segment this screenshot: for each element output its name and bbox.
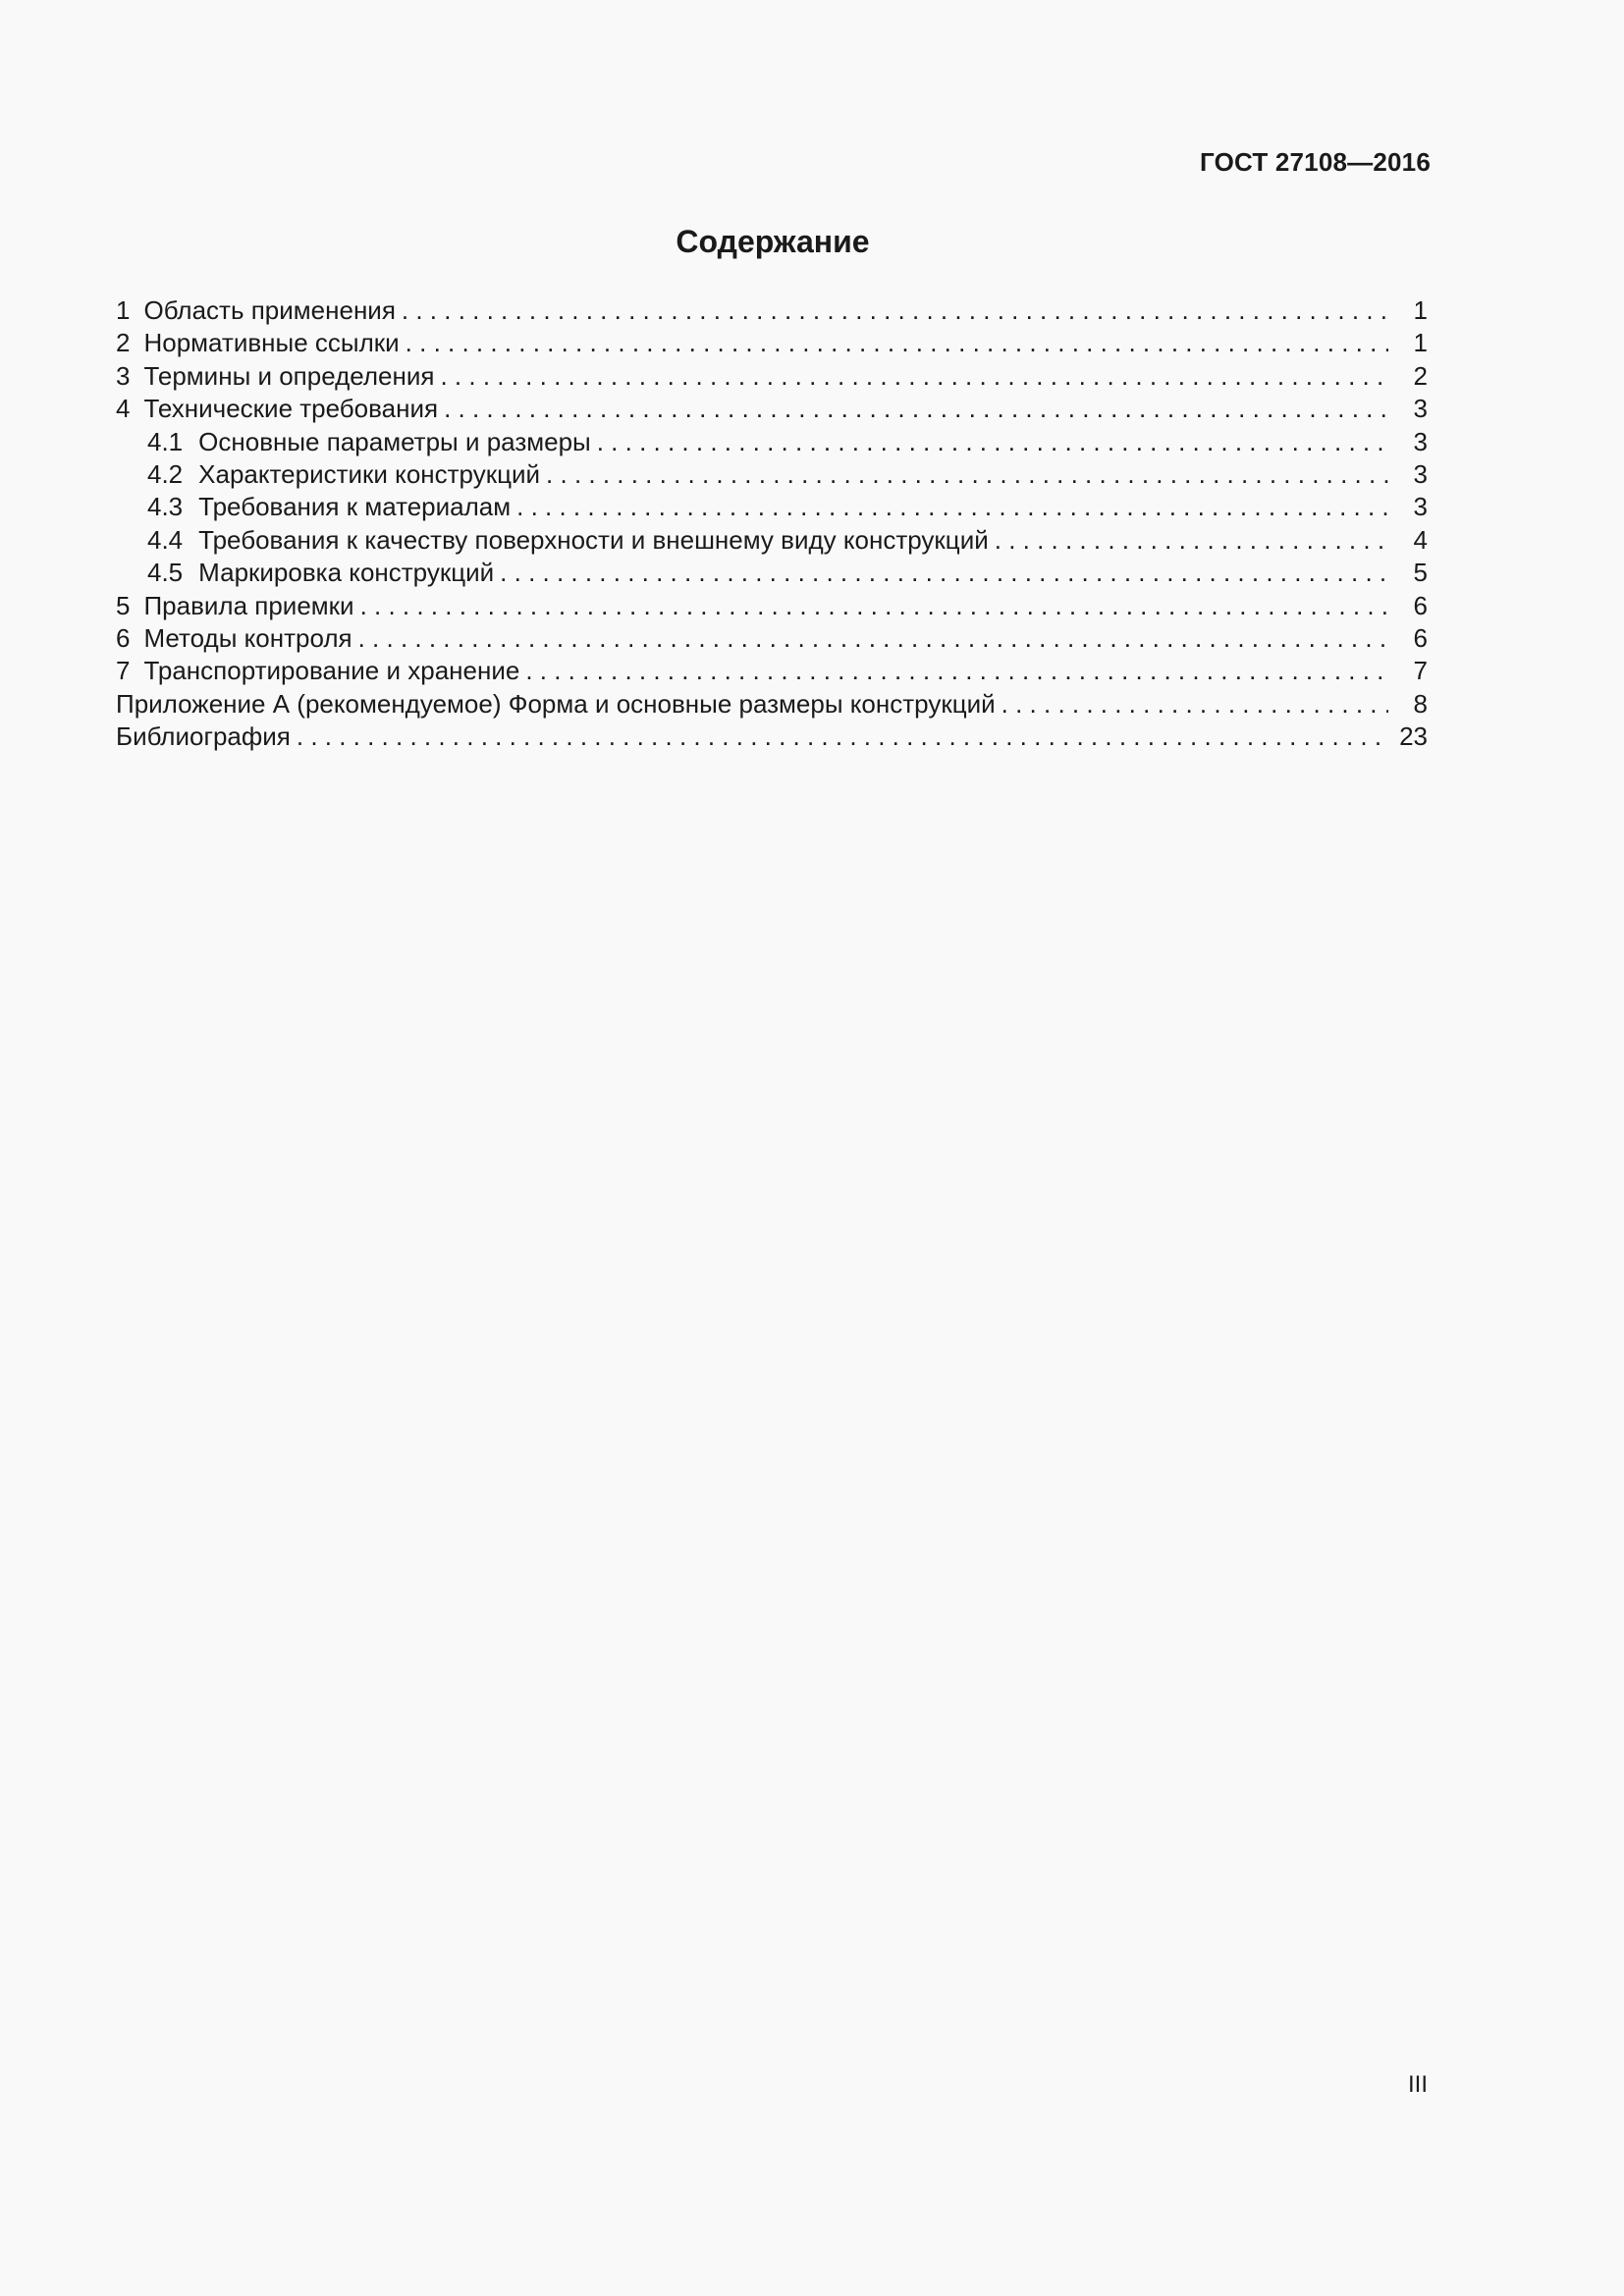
toc-subentry[interactable] (116, 557, 1428, 589)
toc-entry[interactable] (116, 655, 1428, 687)
toc-dot-leader (402, 294, 1388, 327)
toc-dot-leader (525, 655, 1388, 687)
toc-entry-title: Нормативные ссылки (143, 328, 400, 358)
toc-subentry[interactable] (116, 524, 1428, 557)
document-code: ГОСТ 27108—2016 (1200, 147, 1431, 177)
toc-entry-number: 4.4 (147, 524, 184, 555)
toc-entry-title: Требования к качеству поверхности и внешнему виду конструкций (198, 524, 989, 555)
table-of-contents (116, 294, 1428, 753)
toc-entry-page: 8 (1413, 688, 1428, 719)
toc-entry[interactable] (116, 590, 1428, 622)
toc-entry-title: Методы контроля (143, 622, 352, 653)
toc-entry-title: Основные параметры и размеры (198, 426, 591, 456)
toc-entry-number: 4.3 (147, 492, 184, 522)
toc-entry-number: 3 (116, 360, 131, 391)
toc-dot-leader (358, 622, 1388, 655)
toc-title: Содержание (676, 224, 870, 259)
toc-entry[interactable] (116, 294, 1428, 327)
toc-dot-leader (406, 327, 1388, 359)
toc-entry-title: Технические требования (143, 394, 439, 424)
toc-dot-leader (546, 458, 1388, 491)
toc-entry-page: 2 (1413, 360, 1428, 391)
toc-entry-number: 7 (116, 656, 131, 686)
toc-entry[interactable] (116, 360, 1428, 393)
toc-entry-title: Транспортирование и хранение (143, 656, 520, 686)
toc-entry-page: 3 (1413, 458, 1428, 489)
toc-entry-title: Термины и определения (143, 360, 435, 391)
page-number: III (1407, 2071, 1428, 2098)
toc-entry-page: 1 (1413, 328, 1428, 358)
toc-dot-leader (444, 393, 1388, 425)
toc-entry-page: 6 (1413, 590, 1428, 620)
toc-entry-number: 4.2 (147, 458, 184, 489)
toc-entry-number: 4.5 (147, 558, 184, 588)
toc-entry-number: 1 (116, 295, 131, 325)
toc-entry[interactable] (116, 327, 1428, 359)
toc-dot-leader (516, 491, 1388, 523)
toc-entry-page: 3 (1413, 426, 1428, 456)
toc-entry-title: Правила приемки (143, 590, 354, 620)
toc-dot-leader (360, 590, 1388, 622)
toc-subentry[interactable] (116, 491, 1428, 523)
toc-entry-title: Требования к материалам (198, 492, 512, 522)
toc-subentry[interactable] (116, 426, 1428, 458)
toc-entry[interactable] (116, 622, 1428, 655)
toc-dot-leader (1001, 688, 1388, 721)
toc-entry-title: Область применения (143, 295, 396, 325)
toc-entry-title: Маркировка конструкций (198, 558, 495, 588)
toc-entry-number: 5 (116, 590, 131, 620)
toc-entry-appendix[interactable] (116, 688, 1428, 721)
toc-entry-number: 4.1 (147, 426, 184, 456)
toc-dot-leader (440, 360, 1388, 393)
toc-dot-leader (995, 524, 1388, 557)
toc-entry-page: 7 (1413, 656, 1428, 686)
toc-dot-leader (297, 721, 1388, 753)
toc-entry-number: 2 (116, 328, 131, 358)
toc-entry-page: 4 (1413, 524, 1428, 555)
toc-entry-page: 1 (1413, 295, 1428, 325)
toc-subentry[interactable] (116, 458, 1428, 491)
toc-entry-bibliography[interactable] (116, 721, 1428, 753)
toc-dot-leader (597, 426, 1388, 458)
toc-entry-number: 4 (116, 394, 131, 424)
toc-entry-page: 3 (1413, 492, 1428, 522)
toc-entry-page: 3 (1413, 394, 1428, 424)
toc-entry-page: 6 (1413, 622, 1428, 653)
toc-entry-number: 6 (116, 622, 131, 653)
toc-entry-page: 23 (1399, 721, 1428, 752)
toc-entry[interactable] (116, 393, 1428, 425)
toc-entry-title: Характеристики конструкций (198, 458, 541, 489)
toc-entry-title: Библиография (116, 721, 291, 752)
toc-entry-title: Приложение А (рекомендуемое) Форма и основные размеры конструкций (116, 688, 996, 719)
toc-dot-leader (500, 557, 1388, 589)
toc-entry-page: 5 (1413, 558, 1428, 588)
